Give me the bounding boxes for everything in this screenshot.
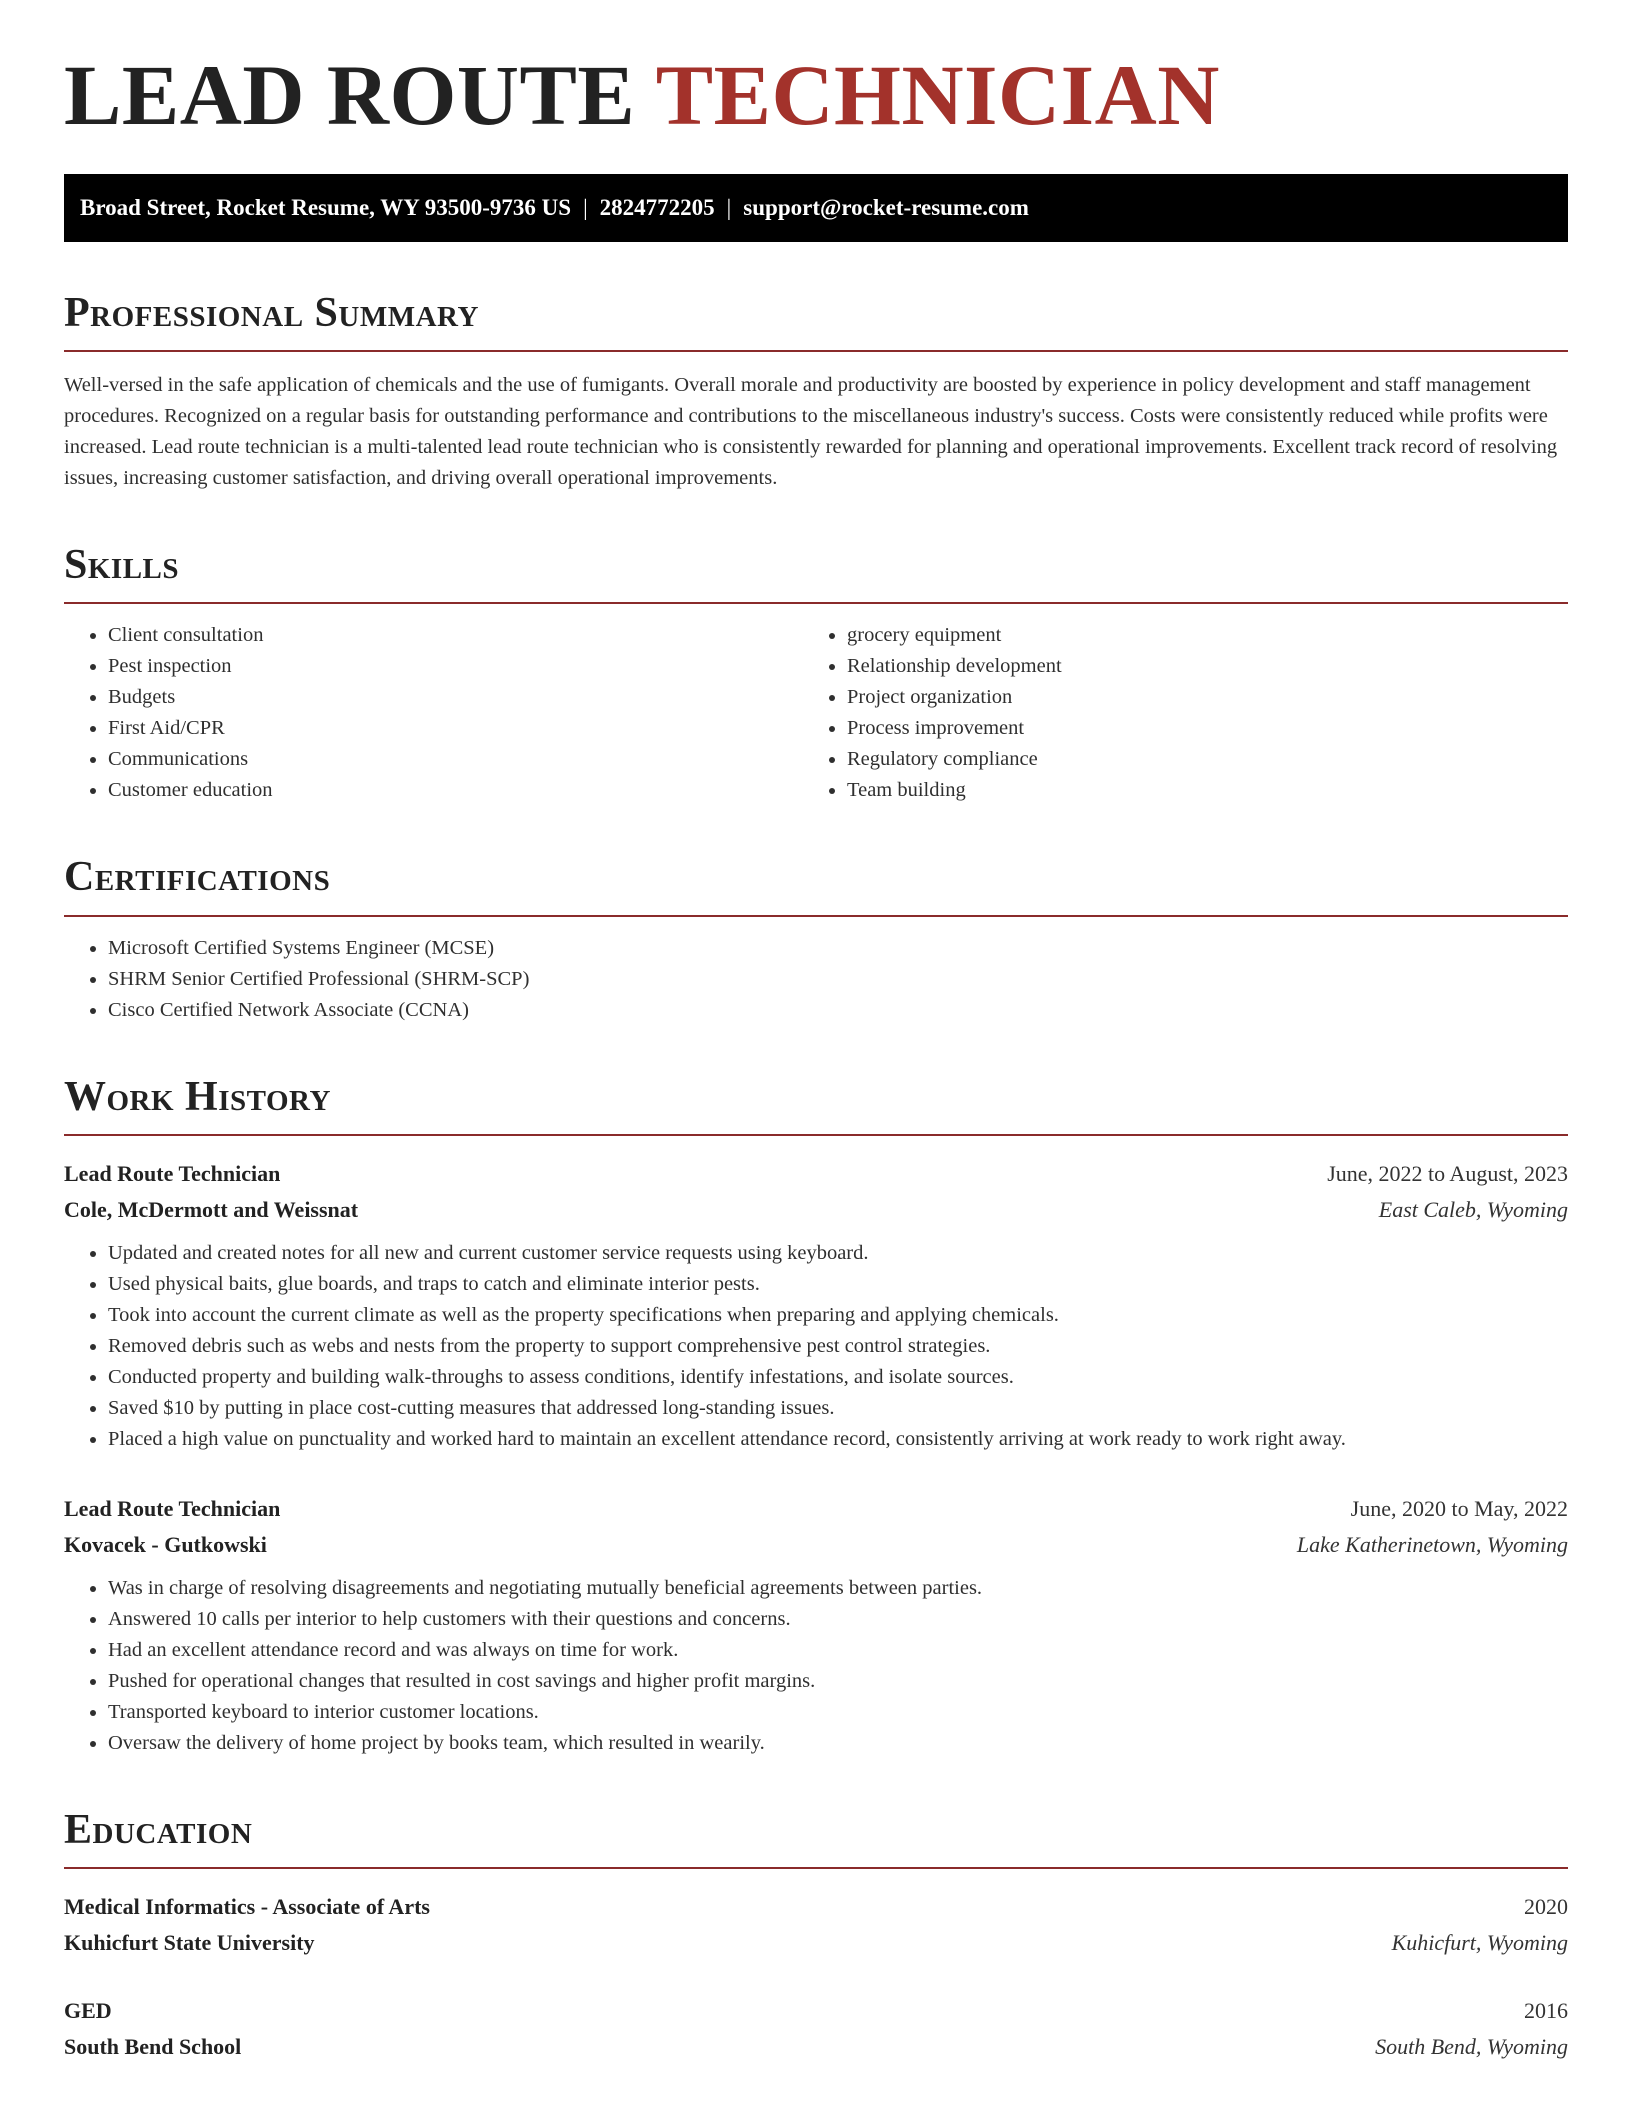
education-entry xyxy=(64,1993,1568,2065)
certifications-list xyxy=(64,933,1568,1026)
job-title-row xyxy=(64,1156,1568,1192)
job-bullet: • Oversaw the delivery of home project by books team, which resulted in wearily. xyxy=(108,1728,1568,1759)
contact-separator: | xyxy=(726,195,732,220)
job-title-row xyxy=(64,1491,1568,1527)
section-divider xyxy=(64,350,1568,352)
job-bullet: • Conducted property and building walk-throughs to assess conditions, identify infestations, and isolate sources. xyxy=(108,1362,1568,1393)
education-school: South Bend School xyxy=(64,2033,242,2059)
education-heading: Education xyxy=(64,1806,253,1853)
education-location: Kuhicfurt, Wyoming xyxy=(1391,1929,1568,1955)
section-divider xyxy=(64,1134,1568,1136)
skills-list-left xyxy=(64,620,816,806)
job-bullet: • Used physical baits, glue boards, and traps to catch and eliminate interior pests. xyxy=(108,1269,1568,1300)
job-location: East Caleb, Wyoming xyxy=(1378,1196,1568,1222)
contact-bar xyxy=(64,174,1568,242)
skill-item: • Budgets xyxy=(108,682,816,713)
title-accent: TECHNICIAN xyxy=(655,47,1220,143)
skill-item: • Regulatory compliance xyxy=(847,744,1568,775)
job-location: Lake Katherinetown, Wyoming xyxy=(1296,1531,1568,1557)
certifications-heading: Certifications xyxy=(64,854,331,901)
education-school-row xyxy=(64,1925,1568,1961)
job-bullets xyxy=(64,1573,1568,1759)
summary-heading: Professional Summary xyxy=(64,290,479,336)
job-company: Cole, McDermott and Weissnat xyxy=(64,1196,359,1222)
skill-item: • Relationship development xyxy=(847,651,1568,682)
job-bullet: • Pushed for operational changes that resulted in cost savings and higher profit margins. xyxy=(108,1666,1568,1697)
education-degree: Medical Informatics - Associate of Arts xyxy=(64,1893,430,1919)
job-dates: June, 2020 to May, 2022 xyxy=(1350,1495,1568,1521)
contact-email: support@rocket-resume.com xyxy=(743,195,1029,220)
contact-phone: 2824772205 xyxy=(599,195,715,220)
job-company-row xyxy=(64,1192,1568,1228)
job-bullets xyxy=(64,1238,1568,1455)
skill-item: • Communications xyxy=(108,744,816,775)
job-bullet: • Placed a high value on punctuality and worked hard to maintain an excellent attendance record, consistently arriving at work ready to work right away. xyxy=(108,1424,1568,1455)
skill-item: • Process improvement xyxy=(847,713,1568,744)
skills-heading: Skills xyxy=(64,542,180,589)
education-location: South Bend, Wyoming xyxy=(1375,2033,1568,2059)
skill-item: • Team building xyxy=(847,775,1568,806)
job-bullet: • Had an excellent attendance record and was always on time for work. xyxy=(108,1635,1568,1666)
education-degree-row xyxy=(64,1993,1568,2029)
job-dates: June, 2022 to August, 2023 xyxy=(1327,1160,1568,1186)
job-entry xyxy=(64,1156,1568,1455)
job-title: Lead Route Technician xyxy=(64,1160,281,1186)
skill-item: • Customer education xyxy=(108,775,816,806)
job-company: Kovacek - Gutkowski xyxy=(64,1531,267,1557)
contact-address: Broad Street, Rocket Resume, WY 93500-9736 US xyxy=(80,195,572,220)
job-bullet: • Updated and created notes for all new and current customer service requests using keyboard. xyxy=(108,1238,1568,1269)
job-bullet: • Answered 10 calls per interior to help customers with their questions and concerns. xyxy=(108,1604,1568,1635)
section-divider xyxy=(64,915,1568,917)
skill-item: • Project organization xyxy=(847,682,1568,713)
education-entry xyxy=(64,1889,1568,1961)
skill-item: • Pest inspection xyxy=(108,651,816,682)
skills-grid xyxy=(64,604,1568,806)
job-bullet: • Was in charge of resolving disagreements and negotiating mutually beneficial agreements between parties. xyxy=(108,1573,1568,1604)
section-divider xyxy=(64,1867,1568,1869)
education-school-row xyxy=(64,2029,1568,2065)
work-history-heading: Work History xyxy=(64,1073,331,1120)
education-year: 2016 xyxy=(1524,1997,1568,2023)
certification-item: • Cisco Certified Network Associate (CCNA) xyxy=(108,995,1568,1026)
contact-separator: | xyxy=(583,195,588,220)
certification-item: • SHRM Senior Certified Professional (SHRM-SCP) xyxy=(108,964,1568,995)
education-year: 2020 xyxy=(1524,1893,1568,1919)
skill-item: • grocery equipment xyxy=(847,620,1568,651)
job-bullet: • Took into account the current climate as well as the property specifications when preparing and applying chemicals. xyxy=(108,1300,1568,1331)
certification-item: • Microsoft Certified Systems Engineer (MCSE) xyxy=(108,933,1568,964)
skills-list-right xyxy=(816,620,1568,806)
job-bullet: • Transported keyboard to interior customer locations. xyxy=(108,1697,1568,1728)
skill-item: • Client consultation xyxy=(108,620,816,651)
education-degree: GED xyxy=(64,1997,112,2023)
summary-text: Well-versed in the safe application of chemicals and the use of fumigants. Overall morale and productivity are boosted by experience in policy development and staff management procedures. Recognized on a regular basis for outstanding performance and contributions to the miscellaneous industry's success. Costs were consistently reduced while profits were increased. Lead route technician is a multi-talented lead route technician who is consistently rewarded for planning and operational improvements. Excellent track record of resolving issues, increasing customer satisfaction, and driving overall operational improvements. xyxy=(64,374,1558,490)
job-entry xyxy=(64,1491,1568,1759)
job-bullet: • Removed debris such as webs and nests from the property to support comprehensive pest control strategies. xyxy=(108,1331,1568,1362)
job-title: Lead Route Technician xyxy=(64,1495,281,1521)
job-bullet: • Saved $10 by putting in place cost-cutting measures that addressed long-standing issues. xyxy=(108,1393,1568,1424)
education-school: Kuhicfurt State University xyxy=(64,1929,315,1955)
education-degree-row xyxy=(64,1889,1568,1925)
skill-item: • First Aid/CPR xyxy=(108,713,816,744)
job-company-row xyxy=(64,1527,1568,1563)
title-main: LEAD ROUTE xyxy=(64,47,636,143)
resume-title xyxy=(64,47,1568,143)
